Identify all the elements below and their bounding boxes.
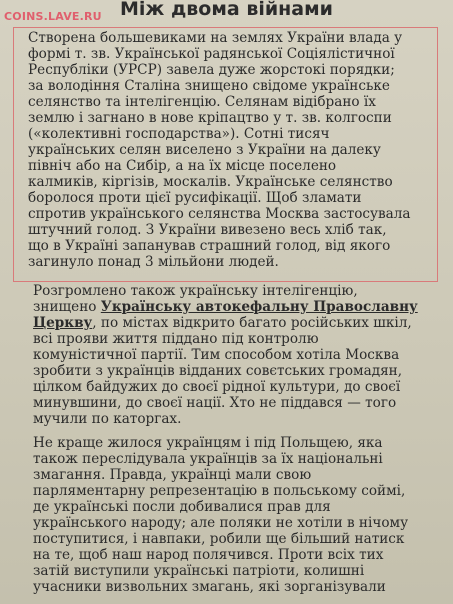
text-line: селянство та інтелігенцію. Селянам відібрано їх [28,94,376,110]
text-line: Республіки (УРСР) завела дуже жорстокі порядки; [28,62,395,78]
text-line: мучили по каторгах. [33,411,182,427]
text-line: спротив українського селянства Москва застосувала [28,206,411,222]
text-line: загинуло понад 3 мільйони людей. [28,254,279,270]
church-word-underlined: Церкву [33,315,93,331]
text-line: Не краще жилося українцям і під Польщею, яка [33,435,383,451]
church-name-underlined: Українську автокефальну Православну [100,299,418,315]
text-fragment: , по містах відкрито багато російських шкіл, [92,315,412,331]
text-line: калмиків, кіргізів, москалів. Українське селянство [28,174,393,190]
text-line: зробити з українців відданих совєтських громадян, [33,363,403,379]
text-line: парляментарну репрезентацію в польському соймі, [33,483,406,499]
text-line: землю і загнано в нове кріпацтво у т. зв. колгоспи [28,110,392,126]
text-line [33,315,412,331]
text-line: затій виступили українські патріоти, колишні [33,563,365,579]
text-line: боролося проти цієї русифікації. Щоб зламати [28,190,362,206]
text-fragment: знищено [33,299,101,315]
watermark: COINS.LAVE.RU [4,10,102,23]
text-line: на те, щоб наш народ полячився. Проти всіх тих [33,547,384,563]
text-line: цілком байдужих до своєї рідної культури, до своєї [33,379,401,395]
text-line: також переслідувала українців за їх національні [33,451,383,467]
text-line: північ або на Сибір, а на їх місце поселено [28,158,337,174]
text-line: минувшини, до своєї нації. Хто не піддався — того [33,395,397,411]
text-line: за володіння Сталіна знищено свідоме українське [28,78,390,94]
text-line: що в Україні запанував страшний голод, від якого [28,238,391,254]
text-line: формі т. зв. Української радянської Соціялістичної [28,46,395,62]
text-line: («колективні господарства»). Сотні тисяч [28,126,330,142]
text-line: українських селян виселено з України на далеку [28,142,381,158]
text-line [33,299,418,315]
text-line: штучний голод. З України вивезено весь хліб так, [28,222,387,238]
text-line: учасники визвольних змагань, які зорганізували [33,579,386,595]
text-line: де українські посли добивалися прав для [33,499,331,515]
text-line: змагання. Правда, українці мали свою [33,467,312,483]
text-line: всі прояви життя піддано під контролю [33,331,319,347]
text-line: комуністичної партії. Тим способом хотіла Москва [33,347,400,363]
text-line: Розгромлено також українську інтелігенцію, [33,283,358,299]
text-line: українського народу; але поляки не хотіли в нічому [33,515,409,531]
text-line: Створена большевиками на землях України влада у [28,30,403,46]
text-line: поступитися, і навпаки, робили ще більший натиск [33,531,405,547]
page-heading: Між двома війнами [120,0,333,20]
